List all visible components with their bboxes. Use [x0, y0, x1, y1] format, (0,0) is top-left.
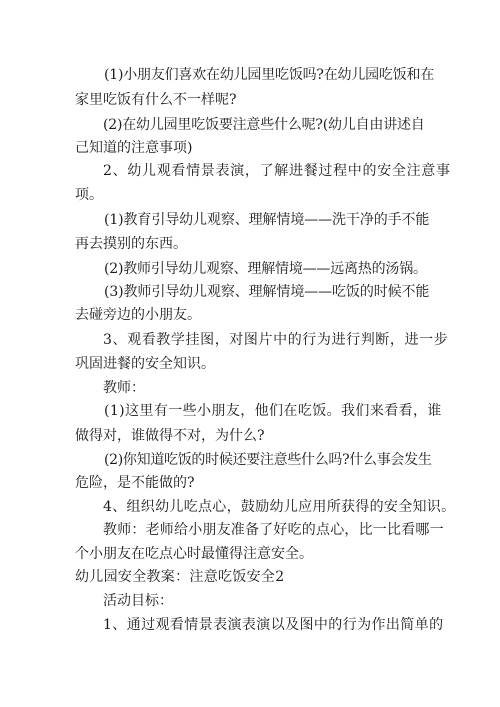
text-line: 教师：: [103, 380, 145, 396]
text-line: 巩固进餐的安全知识。: [75, 356, 215, 372]
text-line: 3、观看教学挂图，对图片中的行为进行判断，进一步: [103, 332, 449, 348]
text-line: (2)在幼儿园里吃饭要注意些什么呢?(幼儿自由讲述自: [103, 117, 425, 133]
text-line: 教师：老师给小朋友准备了好吃的点心，比一比看哪一: [103, 522, 444, 538]
text-line: 1、通过观看情景表演表演以及图中的行为作出简单的: [103, 617, 444, 633]
text-line: 2、幼儿观看情景表演，了解进餐过程中的安全注意事: [103, 163, 451, 179]
text-line: 项。: [75, 187, 103, 203]
text-line: (2)你知道吃饭的时候还要注意些什么吗?什么事会发生: [104, 452, 432, 468]
text-line: 做得对，谁做得不对，为什么?: [75, 428, 265, 444]
text-line: (1)小朋友们喜欢在幼儿园里吃饭吗?在幼儿园吃饭和在: [104, 67, 435, 83]
text-line: 活动目标：: [103, 593, 173, 609]
text-line: 4、组织幼儿吃点心，鼓励幼儿应用所获得的安全知识。: [103, 499, 456, 515]
text-line: (1)这里有一些小朋友，他们在吃饭。我们来看看，谁: [104, 403, 442, 419]
text-line: 己知道的注意事项): [75, 140, 193, 156]
text-line: (3)教师引导幼儿观察、理解情境——吃饭的时候不能: [104, 284, 430, 300]
text-line: 危险，是不能做的?: [75, 475, 195, 491]
text-line: 个小朋友在吃点心时最懂得注意安全。: [75, 546, 313, 562]
text-line: 再去摸别的东西。: [75, 236, 187, 252]
text-line: 家里吃饭有什么不一样呢?: [75, 92, 237, 108]
section-title: 幼儿园安全教案：注意吃饭安全2: [75, 569, 285, 585]
text-line: (2)教师引导幼儿观察、理解情境——远离热的汤锅。: [104, 261, 427, 277]
text-line: 去碰旁边的小朋友。: [75, 307, 201, 323]
text-line: (1)教育引导幼儿观察、理解情境——洗干净的手不能: [104, 212, 430, 228]
